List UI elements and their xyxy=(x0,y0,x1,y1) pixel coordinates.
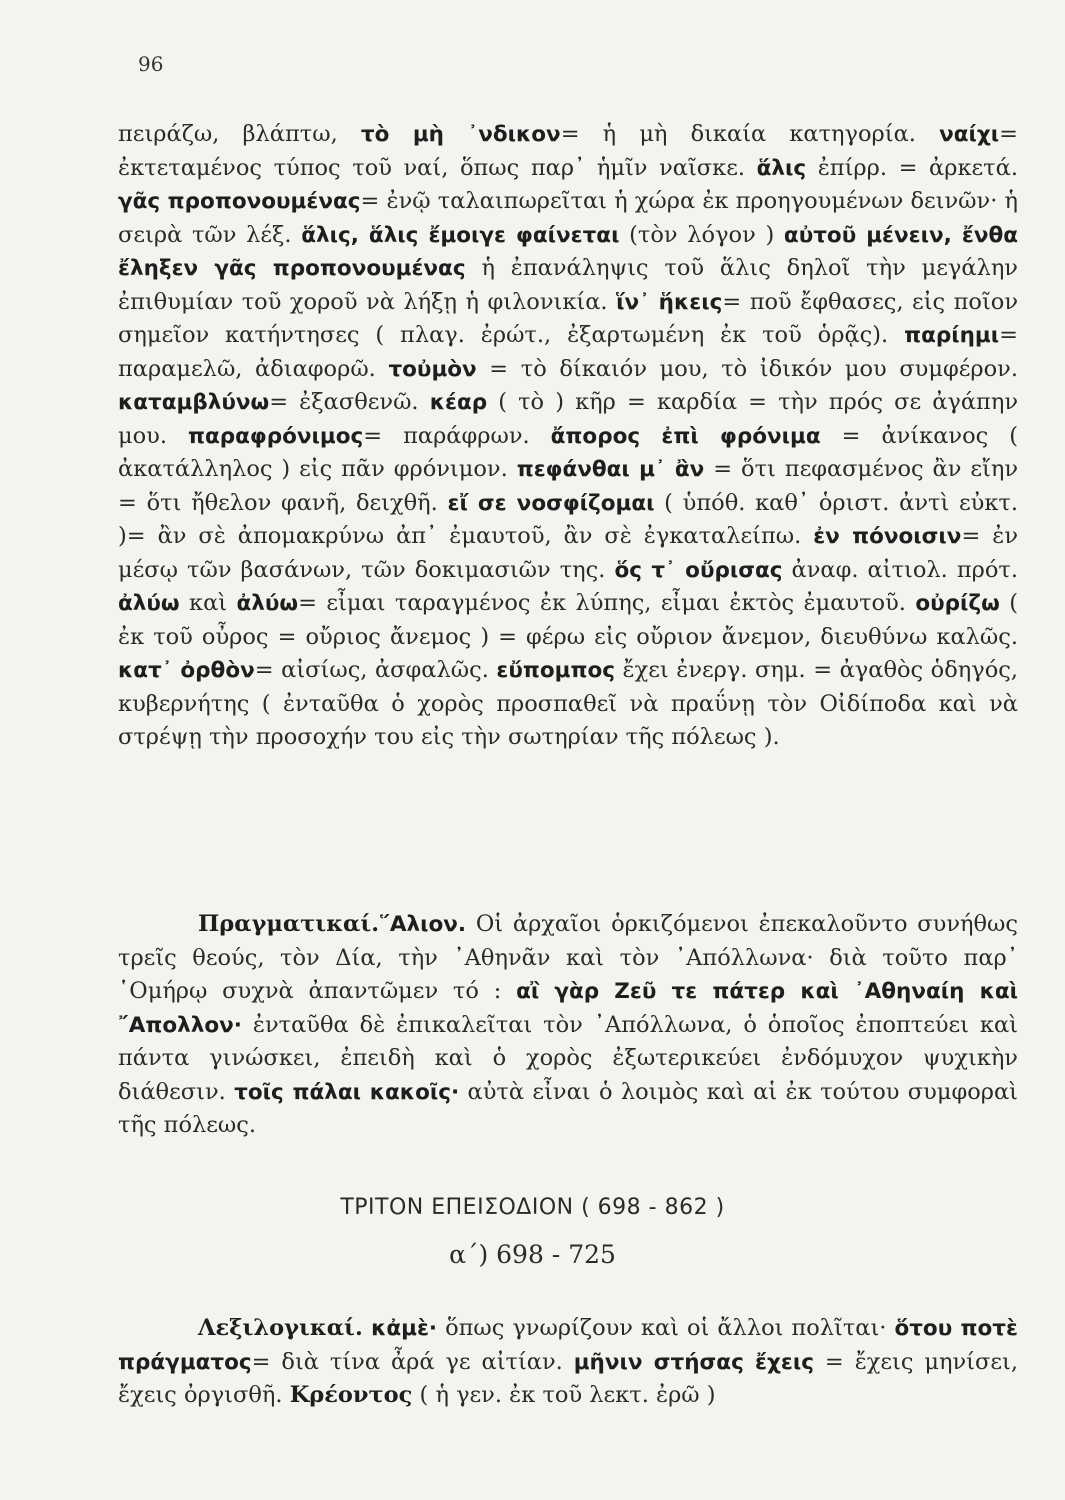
gloss-text: ὅπως γνωρίζουν καὶ οἱ ἄλλοι πολῖται· xyxy=(437,1315,895,1341)
gloss-text: = εἶμαι ταραγμένος ἐκ λύπης, εἶμαι ἐκτὸς ἐμαυτοῦ. xyxy=(298,590,916,616)
paragraph-body xyxy=(118,908,1018,1143)
lemma: τὸ μὴ ᾽νδικον xyxy=(360,122,561,147)
paragraph-body xyxy=(118,1312,1018,1413)
gloss-text: = τὸ δίκαιόν μου, τὸ ἰδικόν μου συμφέρον. xyxy=(476,355,1018,382)
gloss-text: = ἀνίκανος ( ἀκατάλληλος ) εἰς πᾶν φρόνιμον. xyxy=(118,422,1018,482)
lemma: μῆνιν στήσας ἔχεις xyxy=(573,1349,814,1375)
gloss-text: ἐπίρρ. = ἀρκετά. xyxy=(806,154,1018,181)
lemma: ῞Αλιον. xyxy=(379,912,467,937)
paragraph-body xyxy=(118,118,1018,755)
lemma: ὅτου ποτὲ πράγματος xyxy=(118,1316,1018,1375)
gloss-text: = παραμελῶ, ἀδιαφορῶ. xyxy=(118,322,1018,382)
gloss-text: = ἔχεις μηνίσει, ἔχεις ὀργισθῆ. xyxy=(118,1348,1018,1408)
gloss-text: = ἐνῷ ταλαιπωρεῖται ἡ χώρα ἐκ προηγουμένων δεινῶν· ἡ σειρὰ τῶν λέξ. xyxy=(118,188,1018,248)
lemma: ἅλις, ἅλις ἔμοιγε φαίνεται xyxy=(301,222,620,248)
gloss-text: ἀναφ. αἰτιολ. πρότ. xyxy=(782,556,1018,583)
lemma: παραφρόνιμος xyxy=(187,423,364,449)
lemma: πεφάνθαι μ᾽ ἂν xyxy=(516,457,705,482)
lemma: ναίχι xyxy=(939,122,1000,147)
gloss-text: πειράζω, βλάπτω, xyxy=(118,121,361,147)
gloss-text: = ἐν μέσῳ τῶν βασάνων, τῶν δοκιμασιῶν της. xyxy=(118,523,1018,583)
lemma: γᾶς προπονουμένας xyxy=(118,189,361,214)
commentary-paragraph-lexical xyxy=(118,1312,1018,1413)
lemma: ἀλύω xyxy=(118,591,180,616)
gloss-text: = ὅτι πεφασμένος ἂν εἴην = ὅτι ἤθελον φανῆ, δειχθῆ. xyxy=(118,456,1018,516)
gloss-text: = ἐξασθενῶ. xyxy=(269,389,430,415)
gloss-text: = ἡ μὴ δικαία κατηγορία. xyxy=(560,121,940,147)
gloss-text: ( ὑπόθ. καθ᾽ ὁριστ. ἀντὶ εὐκτ. )= ἂν σὲ ἀπομακρύνω ἀπ᾽ ἐμαυτοῦ, ἂν σὲ ἐγκαταλείπω. xyxy=(118,489,1018,549)
lemma: τοῖς πάλαι κακοῖς· xyxy=(234,1079,460,1105)
lemma: καταμβλύνω xyxy=(118,390,270,415)
section-range-heading: α΄) 698 - 725 xyxy=(449,1240,616,1269)
lemma: ὅς τ᾽ οὔρισας xyxy=(614,557,783,583)
gloss-text: ( ἡ γεν. ἐκ τοῦ λεκτ. ἐρῶ ) xyxy=(412,1382,716,1408)
gloss-text: = ἐκτεταμένος τύπος τοῦ ναί, ὅπως παρ᾽ ἡμῖν ναῖσκε. xyxy=(118,121,1018,181)
lemma: αἲ γὰρ Ζεῦ τε πάτερ καὶ ᾽Αθηναίη καὶ ῎Απολλον· xyxy=(118,979,1018,1038)
gloss-text: = αἰσίως, ἀσφαλῶς. xyxy=(254,657,497,683)
section-label: Λεξιλογικαί. xyxy=(198,1315,363,1341)
lemma: ἀλύω xyxy=(236,591,299,616)
lemma: εἴ σε νοσφίζομαι xyxy=(447,490,655,516)
commentary-paragraph-factual xyxy=(118,908,1018,1143)
section-label: Πραγματικαί. xyxy=(198,911,380,937)
gloss-text: ἐνταῦθα δὲ ἐπικαλεῖται τὸν ᾽Απόλλωνα, ὁ ὁποῖος ἐποπτεύει καὶ πάντα γινώσκει, ἐπειδὴ καὶ ὁ χορὸς ἐξωτερικεύει ἐνδόμυχον ψυχικὴν διάθεσιν. xyxy=(118,1011,1018,1105)
lemma: οὐρίζω xyxy=(915,591,1000,616)
page-number: 96 xyxy=(138,52,164,76)
lemma: παρίημι xyxy=(904,323,1000,348)
gloss-text: = διὰ τίνα ἆρά γε αἰτίαν. xyxy=(251,1348,574,1375)
commentary-paragraph-glossary xyxy=(118,118,1018,755)
lemma: εὔπομπος xyxy=(496,658,615,683)
lemma: κἀμὲ· xyxy=(362,1316,438,1341)
gloss-text: (τὸν λόγον ) xyxy=(619,221,784,248)
gloss-text: Οἱ ἀρχαῖοι ὁρκιζόμενοι ἐπεκαλοῦντο συνήθως τρεῖς θεούς, τὸν Δία, τὴν ᾽Αθηνᾶν καὶ τὸν ᾽Απόλλωνα· διὰ τοῦτο παρ᾽ ῾Ομήρῳ συχνὰ ἀπαντῶμεν τό : xyxy=(118,911,1018,1004)
lemma: ἅλις xyxy=(756,155,807,181)
lemma: ἵν᾽ ἥκεις xyxy=(616,289,723,315)
lemma: ἐν πόνοισιν xyxy=(813,524,962,549)
gloss-text: ( ἐκ τοῦ οὖρος = οὔριος ἄνεμος ) = φέρω εἰς οὔριον ἄνεμον, διευθύνω καλῶς. xyxy=(118,590,1019,650)
lemma: κατ᾽ ὀρθὸν xyxy=(118,658,255,683)
lemma: τοὐμὸν xyxy=(388,356,477,382)
lemma: αὐτοῦ μένειν, ἔνθα ἔληξεν γᾶς προπονουμένας xyxy=(118,222,1018,281)
section-label: Κρέοντος xyxy=(289,1382,413,1408)
gloss-text: καὶ xyxy=(179,590,237,616)
gloss-text: ἔχει ἐνεργ. σημ. = ἀγαθὸς ὁδηγός, κυβερνήτης ( ἐνταῦθα ὁ χορὸς προσπαθεῖ νὰ πραΰνῃ τὸν Οἰδίποδα καὶ νὰ στρέψῃ τὴν προσοχήν του εἰς τὴν σωτηρίαν τῆς πόλεως ). xyxy=(118,657,1018,750)
gloss-text: ἡ ἐπανάληψις τοῦ ἅλις δηλοῖ τὴν μεγάλην ἐπιθυμίαν τοῦ χοροῦ νὰ λήξῃ ἡ φιλονικία. xyxy=(118,255,1018,315)
gloss-text: = παράφρων. xyxy=(363,422,551,449)
gloss-text: ( τὸ ) κῆρ = καρδία = τὴν πρός σε ἀγάπην μου. xyxy=(118,389,1018,449)
gloss-text: αὐτὰ εἶναι ὁ λοιμὸς καὶ αἱ ἐκ τούτου συμφοραὶ τῆς πόλεως. xyxy=(118,1078,1019,1138)
lemma: κέαρ xyxy=(429,390,488,415)
lemma: ἄπορος ἐπὶ φρόνιμα xyxy=(550,423,821,449)
gloss-text: = ποῦ ἔφθασες, εἰς ποῖον σημεῖον κατήντησες ( πλαγ. ἐρώτ., ἐξαρτωμένη ἐκ τοῦ ὁρᾷς). xyxy=(118,288,1018,348)
episode-heading: ΤΡΙΤΟΝ ΕΠΕΙΣΟΔΙΟΝ ( 698 - 862 ) xyxy=(340,1195,725,1220)
